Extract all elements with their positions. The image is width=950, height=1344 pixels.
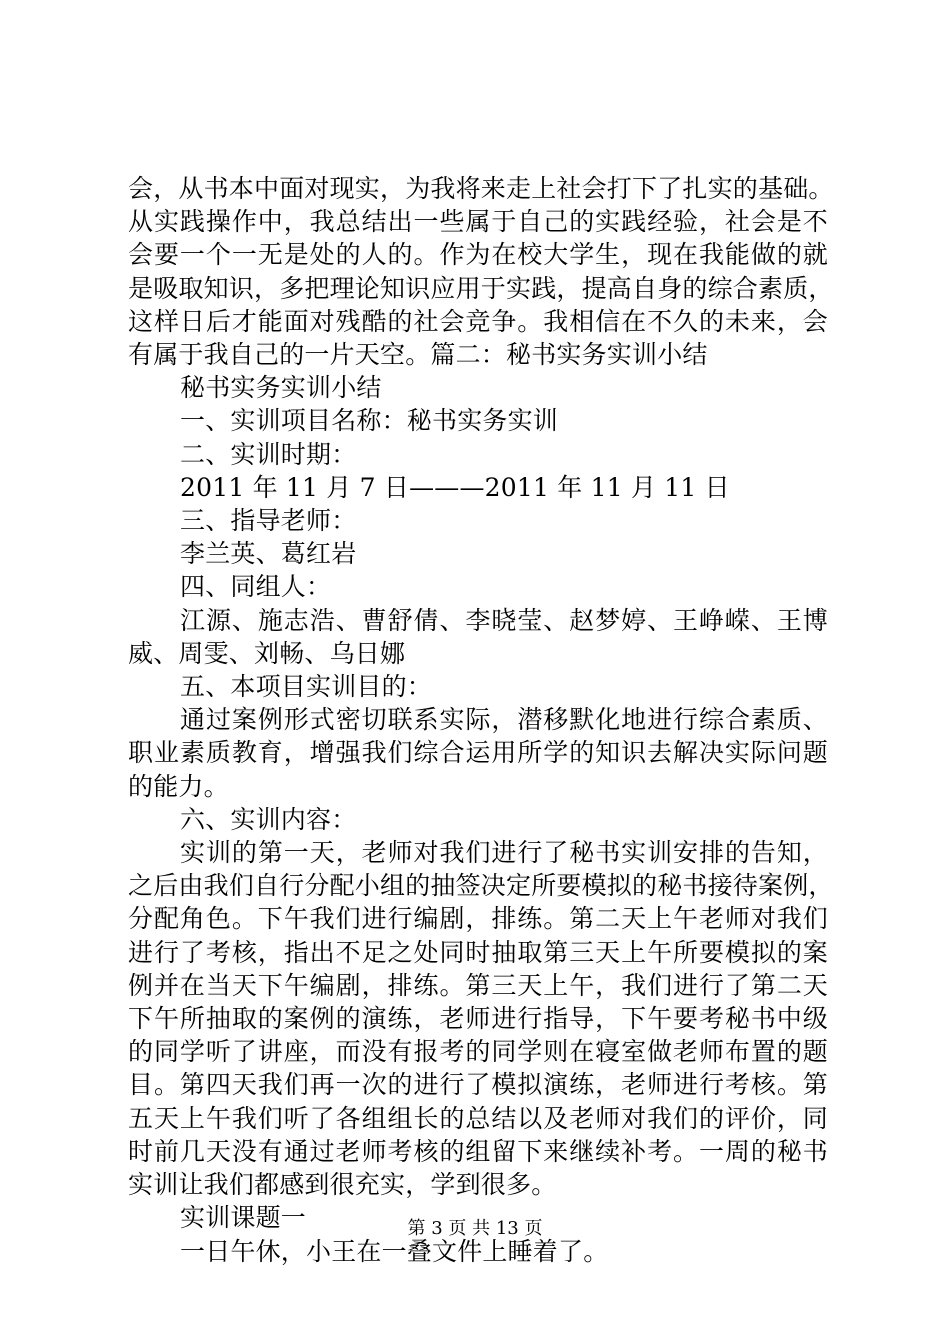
text-line: 有属于我自己的一片天空。篇二：秘书实务实训小结 bbox=[128, 340, 708, 370]
text-line: 时前几天没有通过老师考核的组留下来继续补考。一周的秘书 bbox=[128, 1136, 828, 1166]
text-line: 实训课题一 bbox=[180, 1203, 307, 1233]
page-footer: 第 3 页 共 13 页 bbox=[407, 1218, 543, 1239]
text-line: 的能力。 bbox=[128, 771, 229, 801]
text-line: 之后由我们自行分配小组的抽签决定所要模拟的秘书接待案例， bbox=[128, 871, 834, 901]
text-line: 实训的第一天，老师对我们进行了秘书实训安排的告知， bbox=[180, 838, 828, 868]
text-line: 李兰英、葛红岩 bbox=[180, 539, 357, 569]
text-line: 江源、施志浩、曹舒倩、李晓莹、赵梦婷、王峥嵘、王博 bbox=[180, 605, 828, 635]
text-line: 职业素质教育，增强我们综合运用所学的知识去解决实际问题 bbox=[128, 738, 828, 768]
text-line: 是吸取知识，多把理论知识应用于实践，提高自身的综合素质， bbox=[128, 273, 834, 303]
text-line: 2011 年 11 月 7 日———2011 年 11 月 11 日 bbox=[180, 472, 730, 502]
text-line: 实训让我们都感到很充实，学到很多。 bbox=[128, 1170, 557, 1200]
text-line: 例并在当天下午编剧，排练。第三天上午，我们进行了第二天 bbox=[128, 970, 828, 1000]
text-line: 会，从书本中面对现实，为我将来走上社会打下了扎实的基础。 bbox=[128, 174, 834, 203]
text-line: 的同学听了讲座，而没有报考的同学则在寝室做老师布置的题 bbox=[128, 1037, 828, 1067]
document-body bbox=[128, 172, 834, 1268]
text-line: 六、实训内容： bbox=[180, 804, 357, 834]
text-line: 三、指导老师： bbox=[180, 506, 357, 536]
text-line: 秘书实务实训小结 bbox=[180, 373, 382, 403]
text-line: 这样日后才能面对残酷的社会竞争。我相信在不久的未来，会 bbox=[128, 306, 828, 336]
text-line: 威、周雯、刘畅、乌日娜 bbox=[128, 638, 406, 668]
text-line: 五、本项目实训目的： bbox=[180, 672, 433, 702]
text-line: 进行了考核，指出不足之处同时抽取第三天上午所要模拟的案 bbox=[128, 937, 828, 967]
text-line: 二、实训时期： bbox=[180, 439, 357, 469]
text-line: 会要一个一无是处的人的。作为在校大学生，现在我能做的就 bbox=[128, 240, 828, 270]
text-line: 五天上午我们听了各组组长的总结以及老师对我们的评价，同 bbox=[128, 1103, 828, 1133]
text-line: 一、实训项目名称：秘书实务实训 bbox=[180, 406, 559, 436]
text-line: 通过案例形式密切联系实际，潜移默化地进行综合素质、 bbox=[180, 705, 828, 735]
text-line: 分配角色。下午我们进行编剧，排练。第二天上午老师对我们 bbox=[128, 904, 828, 934]
text-line: 下午所抽取的案例的演练，老师进行指导，下午要考秘书中级 bbox=[128, 1004, 828, 1034]
text-line: 一日午休，小王在一叠文件上睡着了。 bbox=[180, 1236, 609, 1266]
text-line: 四、同组人： bbox=[180, 572, 332, 602]
text-line: 从实践操作中，我总结出一些属于自己的实践经验，社会是不 bbox=[128, 207, 828, 237]
text-line: 目。第四天我们再一次的进行了模拟演练，老师进行考核。第 bbox=[128, 1070, 828, 1100]
